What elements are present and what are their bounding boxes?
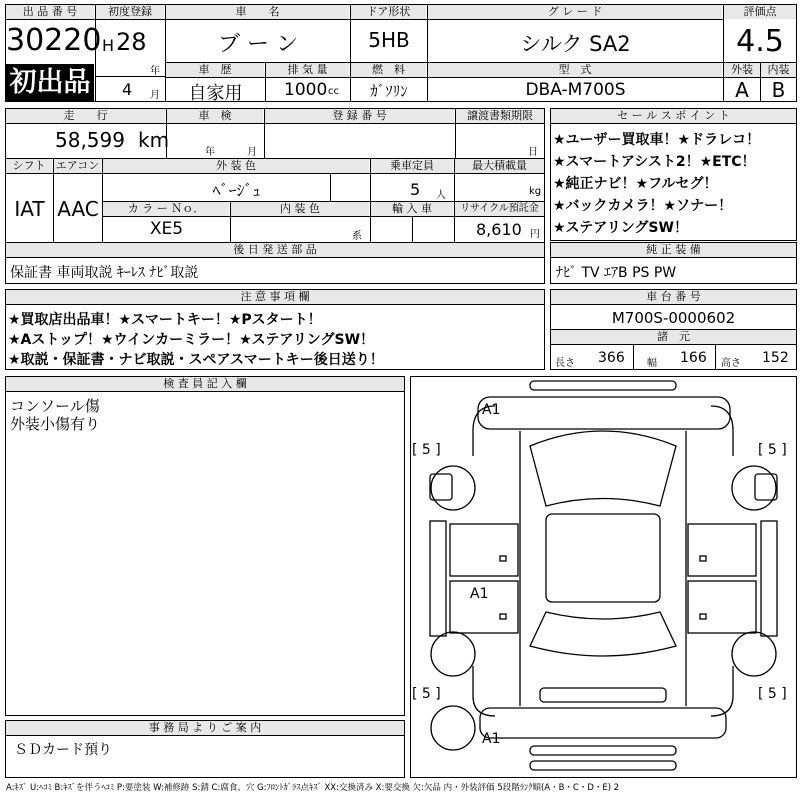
score: 4.5 — [736, 24, 784, 59]
door-handle — [500, 614, 506, 619]
front-bumper — [530, 381, 676, 390]
car-name: ブ ー ン — [218, 32, 298, 57]
year-unit: 年 — [150, 66, 160, 77]
caution-line: ★買取店出品車！★スマートキー！★Pスタート！ — [8, 312, 322, 328]
recycle: 8,610 — [476, 220, 522, 239]
right-front-door — [688, 524, 756, 576]
mileage-unit: km — [138, 128, 170, 152]
recycle-label: リサイクル預託金 — [455, 202, 544, 216]
body-sides — [520, 431, 686, 706]
lot-number: 30220 — [6, 23, 102, 58]
sales-point: ★スマートアシスト2！★ETC！ — [553, 154, 756, 170]
fuel-label: 燃 料 — [351, 63, 426, 77]
max-load-unit: kg — [529, 186, 542, 197]
sales-points-label: セ ー ル ス ポ イ ン ト — [551, 109, 796, 123]
damage-mark-hood: A1 — [482, 402, 501, 418]
tire-depth-right-front: [ 5 ] — [758, 442, 787, 458]
int-color-label: 内 装 色 — [231, 202, 369, 216]
transfer-day-unit: 日 — [528, 147, 538, 158]
color-no: XE5 — [149, 219, 184, 239]
first-reg-label: 初度登録 — [96, 5, 164, 19]
car-diagram-svg — [410, 376, 797, 778]
displacement-label: 排 気 量 — [266, 63, 349, 77]
tire-depth-left-front: [ 5 ] — [412, 442, 441, 458]
inspector-note: コンソール傷 — [10, 397, 100, 415]
inspection-month-unit: 月 — [247, 147, 257, 158]
sales-point: ★ユーザー買取車！★ドラレコ！ — [553, 132, 761, 148]
era: H — [102, 36, 115, 55]
hood — [478, 397, 730, 429]
displacement-unit: cc — [328, 86, 339, 97]
sales-point: ★バックカメラ！★ソナー！ — [553, 198, 733, 214]
ac: AAC — [57, 197, 99, 221]
exterior-grade: A — [735, 78, 749, 102]
genuine-equipment: ﾅﾋﾞ TV ｴｱB PS PW — [556, 265, 677, 281]
caution-line: ★Aストップ！★ウインカーミラー！★ステアリングSW！ — [8, 332, 375, 348]
max-load-label: 最大積載量 — [455, 159, 544, 173]
first-reg-year: 28 — [116, 28, 147, 56]
caution-label: 注 意 事 項 欄 — [6, 290, 544, 304]
displacement: 1000 — [284, 80, 328, 100]
exterior-grade-label: 外装 — [724, 63, 760, 77]
tire-depth-left-rear: [ 5 ] — [412, 686, 441, 702]
capacity-unit: 人 — [436, 190, 446, 201]
mileage-label: 走 行 — [6, 109, 165, 123]
shift: IAT — [14, 197, 45, 221]
first-reg-month: 4 — [122, 80, 133, 99]
left-front-tire — [431, 466, 475, 510]
height-label: 高さ — [721, 358, 741, 369]
caution-line: ★取説・保証書・ナビ取説・スペアスマートキー後日送り！ — [8, 352, 384, 368]
chassis-number: M700S-0000602 — [611, 309, 736, 327]
door-type: 5HB — [368, 28, 410, 52]
inspector-label: 検 査 員 記 入 欄 — [6, 377, 404, 391]
right-front-tire — [732, 466, 776, 510]
legend: A:ｷｽﾞ U:ﾍｺﾐ B:ｷｽﾞを伴うﾍｺﾐ P:要塗装 W:補修跡 S:錆 C:腐食、穴 G:ﾌﾛﾝﾄｶﾞﾗｽ点ｷｽﾞ XX:交換済み X:要交換 欠:欠品 内・外装評価 5段階ﾗﾝｸ順(A・B・C・D・E) 2 — [6, 783, 620, 793]
office-label: 事 務 局 よ り ご 案 内 — [6, 721, 404, 735]
first-listing-badge: 初出品 — [6, 64, 94, 101]
genuine-label: 純 正 装 備 — [551, 243, 796, 257]
office-note: ＳＤカード預り — [14, 742, 112, 758]
width: 166 — [680, 350, 707, 366]
spec-label: 諸 元 — [551, 330, 796, 344]
length-label: 長さ — [555, 358, 575, 369]
model-code-label: 型 式 — [428, 63, 722, 77]
right-rear-door — [688, 581, 756, 633]
right-sill — [761, 521, 777, 636]
fuel: ｶﾞｿﾘﾝ — [370, 82, 408, 100]
grade: シルク SA2 — [520, 32, 631, 56]
rear-bumper — [530, 746, 676, 755]
length: 366 — [598, 350, 625, 366]
score-label: 評価点 — [724, 5, 796, 19]
inspection-label: 車 検 — [167, 109, 263, 123]
grade-label: グ レ ー ド — [428, 5, 722, 19]
rear-panel — [480, 708, 726, 738]
left-rear-tire — [431, 632, 475, 676]
recycle-unit: 円 — [530, 229, 540, 240]
damage-mark-rear: A1 — [482, 731, 501, 747]
month-unit: 月 — [150, 90, 160, 101]
color-no-label: カ ラ ー Ｎｏ． — [103, 202, 229, 216]
mileage: 58,599 — [55, 128, 125, 152]
height: 152 — [762, 350, 789, 366]
left-front-door — [450, 524, 518, 576]
lot-no-label: 出 品 番 号 — [6, 5, 94, 19]
sales-point: ★純正ナビ！★フルセグ！ — [553, 176, 718, 192]
spare-tire — [431, 706, 475, 750]
left-sill — [430, 521, 446, 636]
interior-grade-label: 内装 — [761, 63, 796, 77]
reg-no-label: 登 録 番 号 — [265, 109, 454, 123]
door-handle — [500, 556, 506, 561]
damage-mark-left-door: A1 — [470, 586, 489, 602]
transfer-label: 譲渡書類期限 — [456, 109, 544, 123]
ac-label: エアコン — [55, 159, 100, 172]
car-name-label: 車 名 — [166, 5, 349, 19]
rear-gate — [540, 688, 666, 702]
capacity-label: 乗車定員 — [371, 159, 453, 173]
inspector-note: 外装小傷有り — [10, 415, 101, 433]
shift-label: シフト — [6, 159, 52, 173]
model-code: DBA-M700S — [525, 80, 626, 100]
chassis-label: 車 台 番 号 — [551, 290, 796, 304]
capacity: 5 — [410, 180, 421, 199]
history: 自家用 — [188, 83, 243, 104]
import-label: 輸 入 車 — [371, 202, 453, 216]
history-label: 車 歴 — [166, 63, 264, 77]
door-handle — [700, 614, 706, 619]
int-color-unit: 系 — [352, 231, 362, 242]
ext-color-label: 外 装 色 — [103, 159, 369, 173]
inspection-year-unit: 年 — [205, 147, 215, 158]
roof — [546, 514, 660, 602]
width-label: 幅 — [647, 358, 657, 369]
interior-grade: B — [771, 78, 786, 102]
rear-window — [530, 612, 676, 656]
rear-bumper-lower — [530, 761, 676, 770]
right-rear-tire — [732, 632, 776, 676]
later-parts-label: 後 日 発 送 部 品 — [6, 243, 544, 257]
tire-depth-right-rear: [ 5 ] — [758, 686, 787, 702]
windshield — [530, 431, 676, 506]
sales-point: ★ステアリングSW！ — [553, 220, 688, 236]
door-label: ドア形状 — [351, 5, 426, 19]
ext-color: ﾍﾞｰｼﾞｭ — [212, 181, 261, 200]
later-parts: 保証書 車両取説 ｷｰﾚｽ ﾅﾋﾞ取説 — [10, 265, 199, 281]
door-handle — [700, 556, 706, 561]
